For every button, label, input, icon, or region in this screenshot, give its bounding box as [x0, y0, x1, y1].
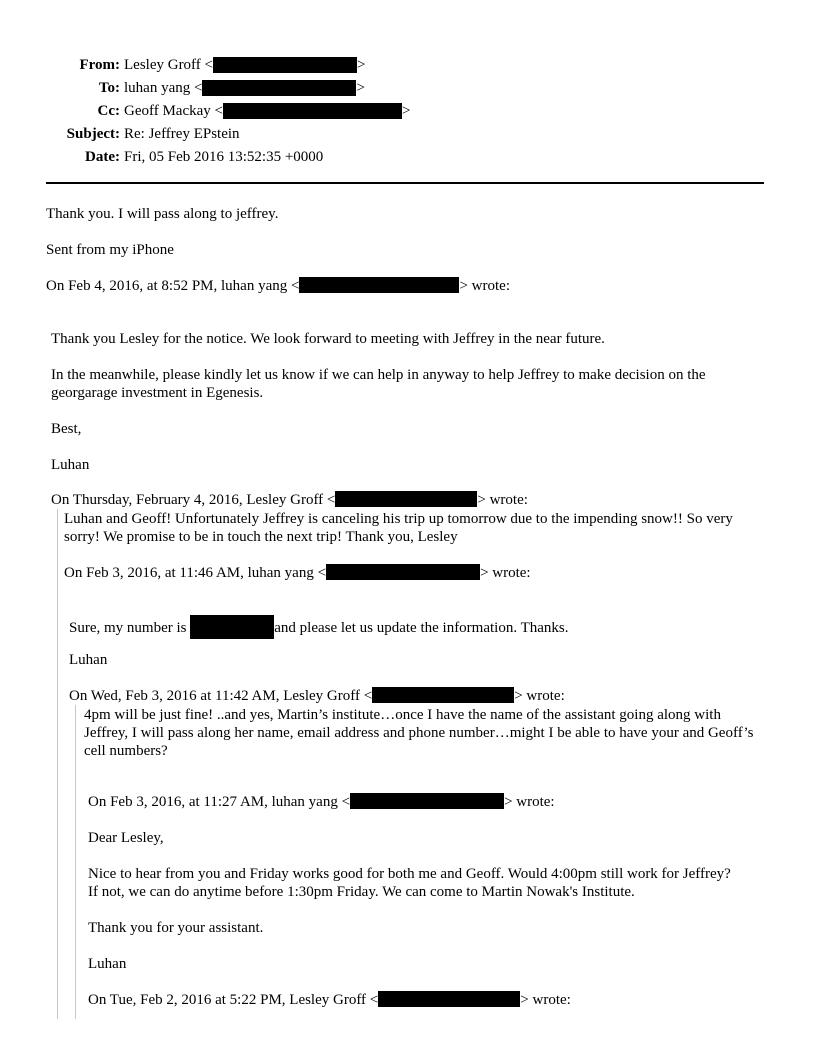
attribution-text: On Feb 3, 2016, at 11:27 AM, luhan yang < [88, 794, 351, 810]
quote-paragraph: Thank you Lesley for the notice. We look forward to meeting with Jeffrey in the near future. [51, 331, 605, 347]
attribution-tail: > wrote: [504, 794, 555, 810]
quote-attribution [64, 564, 531, 582]
quote-paragraph: Best, [51, 421, 82, 437]
redaction-box [190, 615, 274, 639]
quote-attribution [88, 793, 555, 811]
cc-tail: > [401, 102, 411, 119]
phone-text: Sure, my number is [69, 620, 187, 636]
quote-paragraph: Thank you for your assistant. [88, 920, 264, 936]
quote-attribution [88, 991, 571, 1009]
redaction-box [350, 793, 504, 809]
redaction-box [202, 80, 356, 96]
quote-paragraph: Nice to hear from you and Friday works good for both me and Geoff. Would 4:00pm still work for Jeffrey? If not, we can do anytime before 1:30pm Friday. We can come to Martin Nowak's Institute. [88, 866, 731, 900]
to-tail: > [356, 79, 365, 96]
email-header [46, 53, 410, 168]
cc-label: Cc: [97, 102, 120, 119]
quote-paragraph: Luhan [51, 457, 90, 473]
attribution-text: On Feb 4, 2016, at 8:52 PM, luhan yang < [46, 278, 300, 294]
redaction-box [299, 277, 459, 293]
phone-text-tail: and please let us update the information. Thanks. [274, 620, 569, 636]
attribution-text: On Tue, Feb 2, 2016 at 5:22 PM, Lesley Groff < [88, 992, 379, 1008]
quote-bar [57, 509, 58, 1019]
redaction-box [372, 687, 514, 703]
from-row [46, 53, 410, 76]
cc-row [46, 99, 410, 122]
quote-attribution [69, 687, 565, 705]
quote-paragraph: Luhan [88, 956, 127, 972]
cc-name: Geoff Mackay < [124, 102, 223, 119]
attribution-tail: > wrote: [459, 278, 510, 294]
quote-attribution [51, 491, 528, 509]
redaction-box [335, 491, 477, 507]
quote-bar [75, 705, 76, 1019]
attribution-tail: > wrote: [514, 688, 565, 704]
signature: Sent from my iPhone [46, 242, 174, 258]
date-row [46, 145, 410, 168]
attribution-tail: > wrote: [480, 565, 531, 581]
subject-row [46, 122, 410, 145]
date-label: Date: [85, 148, 120, 165]
quote-attribution [46, 277, 510, 295]
redaction-box [326, 564, 480, 580]
to-row [46, 76, 410, 99]
subject-value: Re: Jeffrey EPstein [124, 125, 240, 142]
quote-paragraph [69, 615, 568, 639]
quote-paragraph: Luhan and Geoff! Unfortunately Jeffrey is canceling his trip up tomorrow due to the impending snow!! So very sorry! We promise to be in touch the next trip! Thank you, Lesley [64, 511, 733, 545]
redaction-box [378, 991, 520, 1007]
attribution-tail: > wrote: [520, 992, 571, 1008]
reply-text: Thank you. I will pass along to jeffrey. [46, 206, 279, 222]
attribution-text: On Wed, Feb 3, 2016 at 11:42 AM, Lesley Groff < [69, 688, 373, 704]
from-tail: > [357, 56, 366, 73]
redaction-box [223, 103, 402, 119]
redaction-box [213, 57, 357, 73]
date-value: Fri, 05 Feb 2016 13:52:35 +0000 [124, 148, 324, 165]
quote-paragraph: 4pm will be just fine! ..and yes, Martin’s institute…once I have the name of the assistant going along with Jeffrey, I will pass along her name, email address and phone number…might I be able to have your and Geoff’s cell numbers? [84, 707, 754, 759]
attribution-text: On Feb 3, 2016, at 11:46 AM, luhan yang < [64, 565, 327, 581]
attribution-tail: > wrote: [477, 492, 528, 508]
to-label: To: [98, 79, 120, 96]
from-name: Lesley Groff < [124, 56, 213, 73]
header-divider [46, 182, 764, 184]
to-name: luhan yang < [124, 79, 203, 96]
subject-label: Subject: [66, 125, 120, 142]
from-label: From: [79, 56, 120, 73]
quote-paragraph: Dear Lesley, [88, 830, 164, 846]
quote-paragraph: Luhan [69, 652, 108, 668]
attribution-text: On Thursday, February 4, 2016, Lesley Groff < [51, 492, 336, 508]
quote-paragraph: In the meanwhile, please kindly let us know if we can help in anyway to help Jeffrey to make decision on the georgarage investment in Egenesis. [51, 367, 706, 401]
